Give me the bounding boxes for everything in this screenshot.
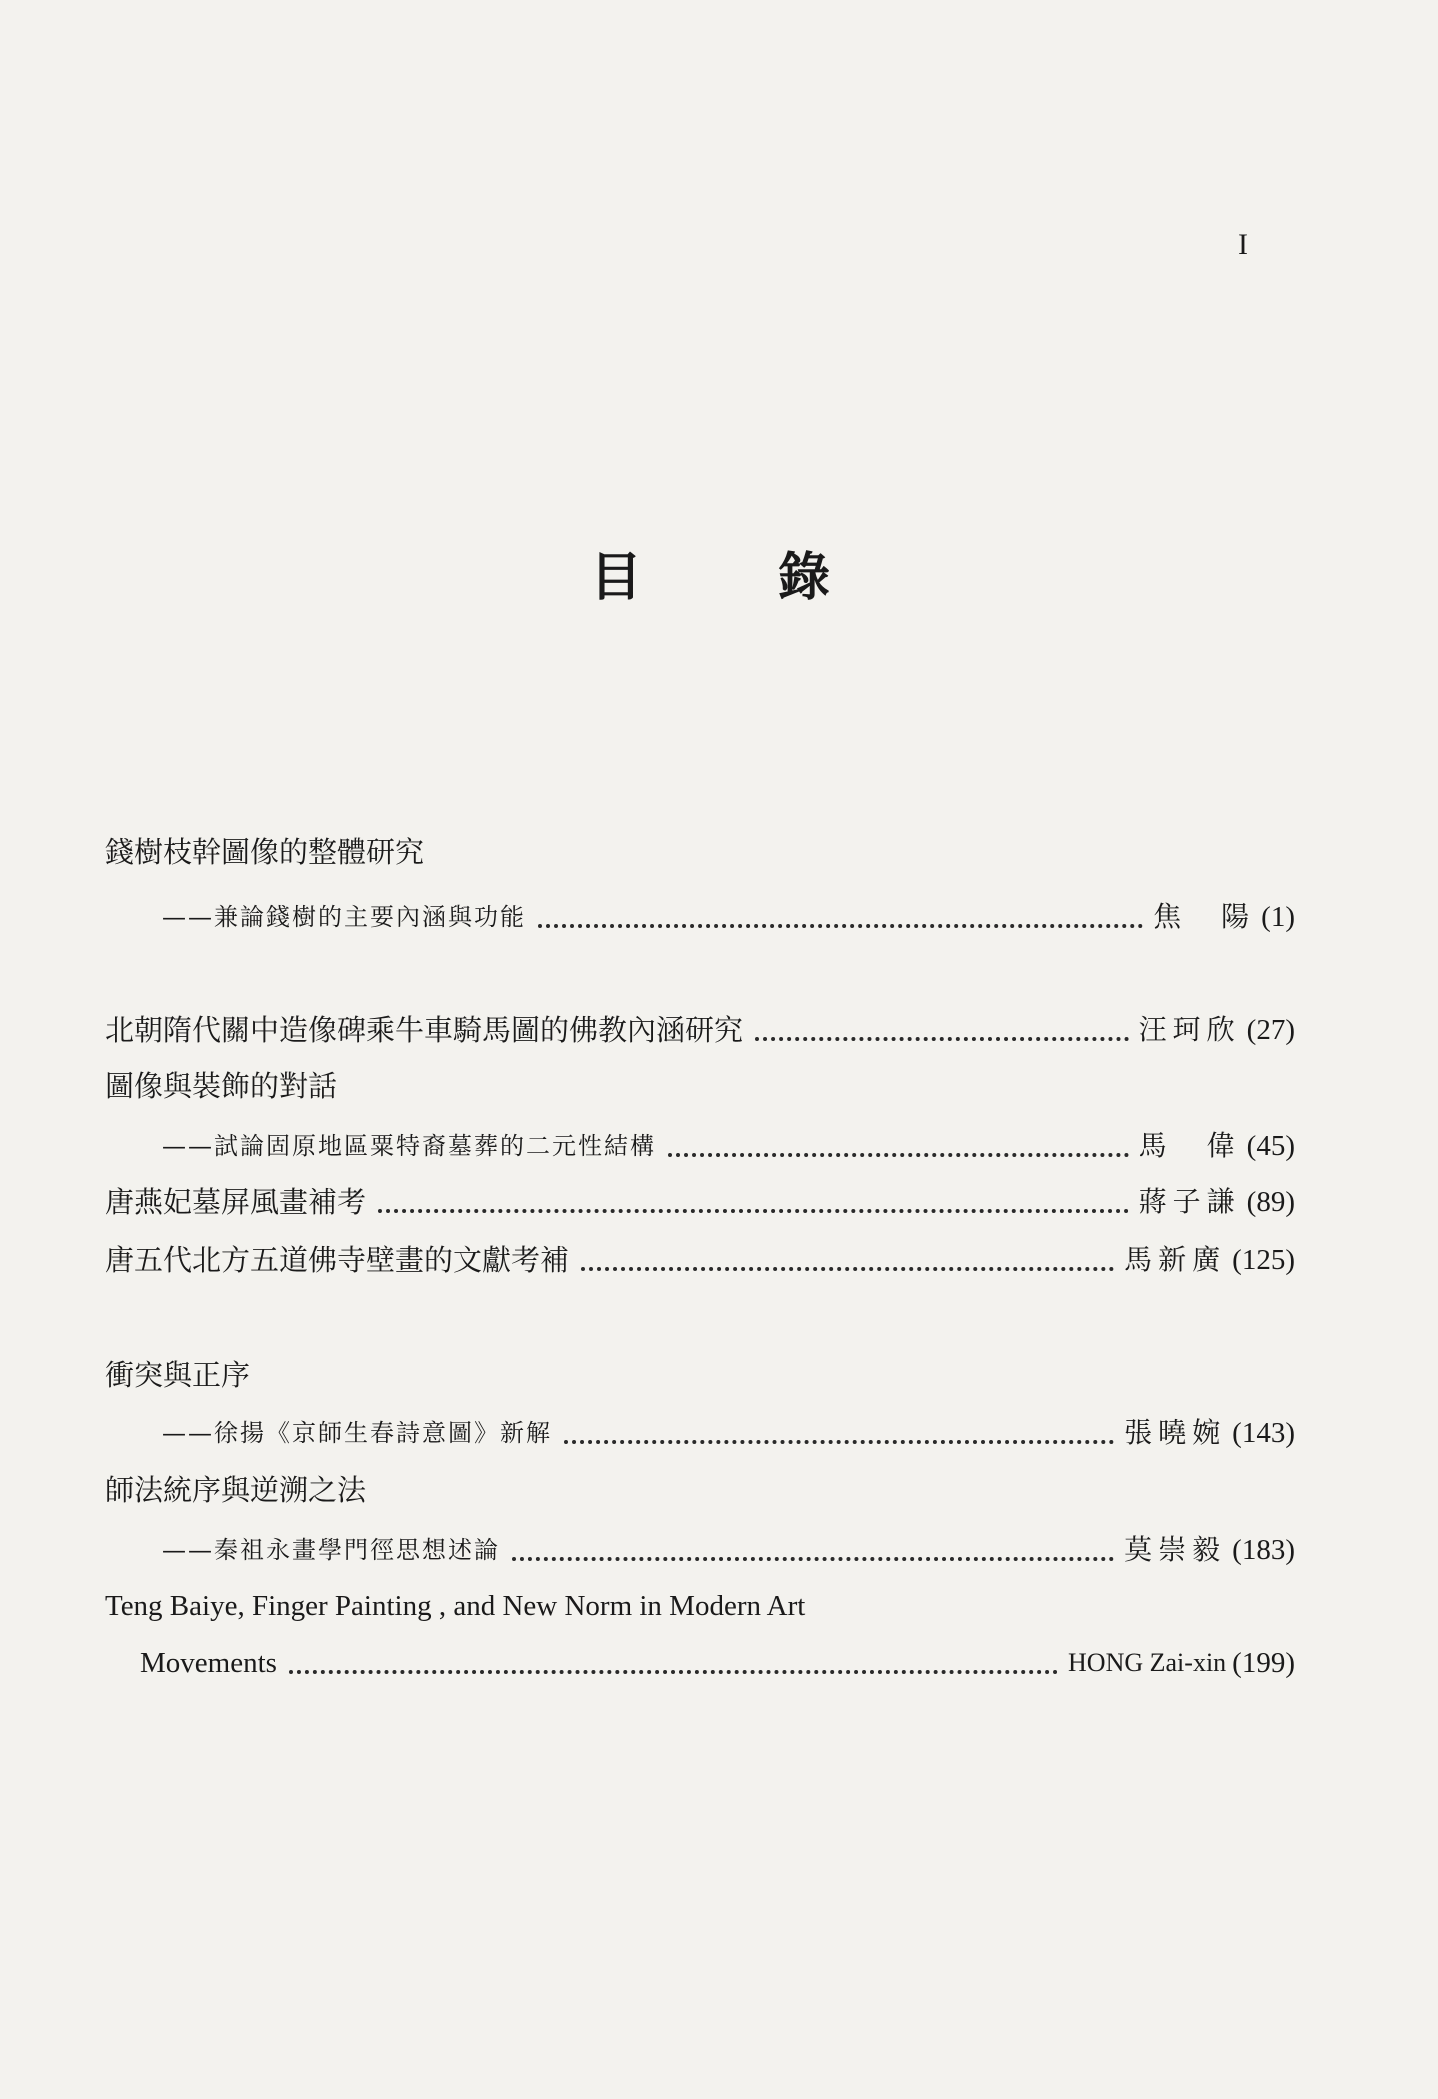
toc-entry-8-title-cont[interactable] bbox=[140, 1643, 1295, 1683]
toc-entry-title: 錢樹枝幹圖像的整體研究 bbox=[105, 835, 425, 869]
toc-entry-author: 莫崇毅 bbox=[1124, 1533, 1227, 1566]
leader-dots bbox=[668, 1153, 1129, 1157]
toc-entry-2[interactable] bbox=[105, 1010, 1295, 1050]
toc-heading-char-2: 錄 bbox=[777, 548, 830, 608]
toc-entry-6-title[interactable] bbox=[105, 1355, 1295, 1395]
leader-dots bbox=[564, 1440, 1114, 1444]
toc-entry-title: 衝突與正序 bbox=[105, 1358, 251, 1392]
toc-entry-7-title[interactable] bbox=[105, 1470, 1295, 1510]
leader-dots bbox=[755, 1037, 1129, 1041]
toc-entry-title: 唐燕妃墓屏風畫補考 bbox=[105, 1185, 367, 1219]
toc-entry-5[interactable] bbox=[105, 1240, 1295, 1280]
toc-heading-char-1: 目 bbox=[590, 548, 643, 608]
toc-entry-subtitle: ——徐揚《京師生春詩意圖》新解 bbox=[162, 1419, 552, 1447]
toc-entry-1-subtitle[interactable] bbox=[162, 897, 1295, 937]
toc-entry-6-subtitle[interactable] bbox=[162, 1413, 1295, 1453]
leader-dots bbox=[512, 1557, 1114, 1561]
toc-entry-title: 師法統序與逆溯之法 bbox=[105, 1473, 367, 1507]
leader-dots bbox=[581, 1267, 1114, 1271]
toc-heading bbox=[590, 535, 830, 610]
toc-entry-author: 馬新廣 bbox=[1124, 1243, 1227, 1276]
toc-entry-author: 馬 偉 bbox=[1138, 1129, 1241, 1162]
toc-entry-title: Teng Baiye, Finger Painting , and New Norm in Modern Art bbox=[105, 1590, 806, 1622]
toc-entry-1-title[interactable] bbox=[105, 832, 1295, 872]
leader-dots bbox=[538, 924, 1143, 928]
toc-entry-author: 焦 陽 bbox=[1153, 900, 1256, 933]
toc-entry-author: 蔣子謙 bbox=[1138, 1185, 1241, 1218]
toc-entry-page: (125) bbox=[1232, 1244, 1295, 1276]
toc-entry-author: 張曉婉 bbox=[1124, 1416, 1227, 1449]
toc-entry-4[interactable] bbox=[105, 1182, 1295, 1222]
toc-entry-author: 汪珂欣 bbox=[1138, 1013, 1241, 1046]
toc-entry-page: (89) bbox=[1246, 1186, 1295, 1218]
toc-entry-page: (199) bbox=[1232, 1647, 1295, 1679]
toc-entry-title: 唐五代北方五道佛寺壁畫的文獻考補 bbox=[105, 1243, 570, 1277]
page-number: I bbox=[1238, 228, 1248, 261]
toc-entry-subtitle: ——兼論錢樹的主要內涵與功能 bbox=[162, 903, 526, 931]
toc-entry-page: (45) bbox=[1246, 1130, 1295, 1162]
toc-entry-8-title[interactable] bbox=[105, 1586, 1295, 1626]
toc-entry-page: (27) bbox=[1246, 1014, 1295, 1046]
toc-entry-author: HONG Zai-xin bbox=[1068, 1648, 1227, 1677]
toc-entry-title-continuation: Movements bbox=[140, 1647, 277, 1679]
toc-entry-title: 圖像與裝飾的對話 bbox=[105, 1069, 338, 1103]
toc-entry-subtitle: ——秦祖永畫學門徑思想述論 bbox=[162, 1536, 500, 1564]
toc-entry-subtitle: ——試論固原地區粟特裔墓葬的二元性結構 bbox=[162, 1132, 656, 1160]
toc-entry-page: (143) bbox=[1232, 1417, 1295, 1449]
toc-entry-page: (183) bbox=[1232, 1534, 1295, 1566]
toc-entry-7-subtitle[interactable] bbox=[162, 1530, 1295, 1570]
toc-entry-page: (1) bbox=[1261, 901, 1295, 933]
leader-dots bbox=[378, 1209, 1129, 1213]
leader-dots bbox=[289, 1670, 1058, 1674]
toc-entry-title: 北朝隋代關中造像碑乘牛車騎馬圖的佛教內涵研究 bbox=[105, 1013, 744, 1047]
toc-entry-3-title[interactable] bbox=[105, 1066, 1295, 1106]
toc-entry-3-subtitle[interactable] bbox=[162, 1126, 1295, 1166]
